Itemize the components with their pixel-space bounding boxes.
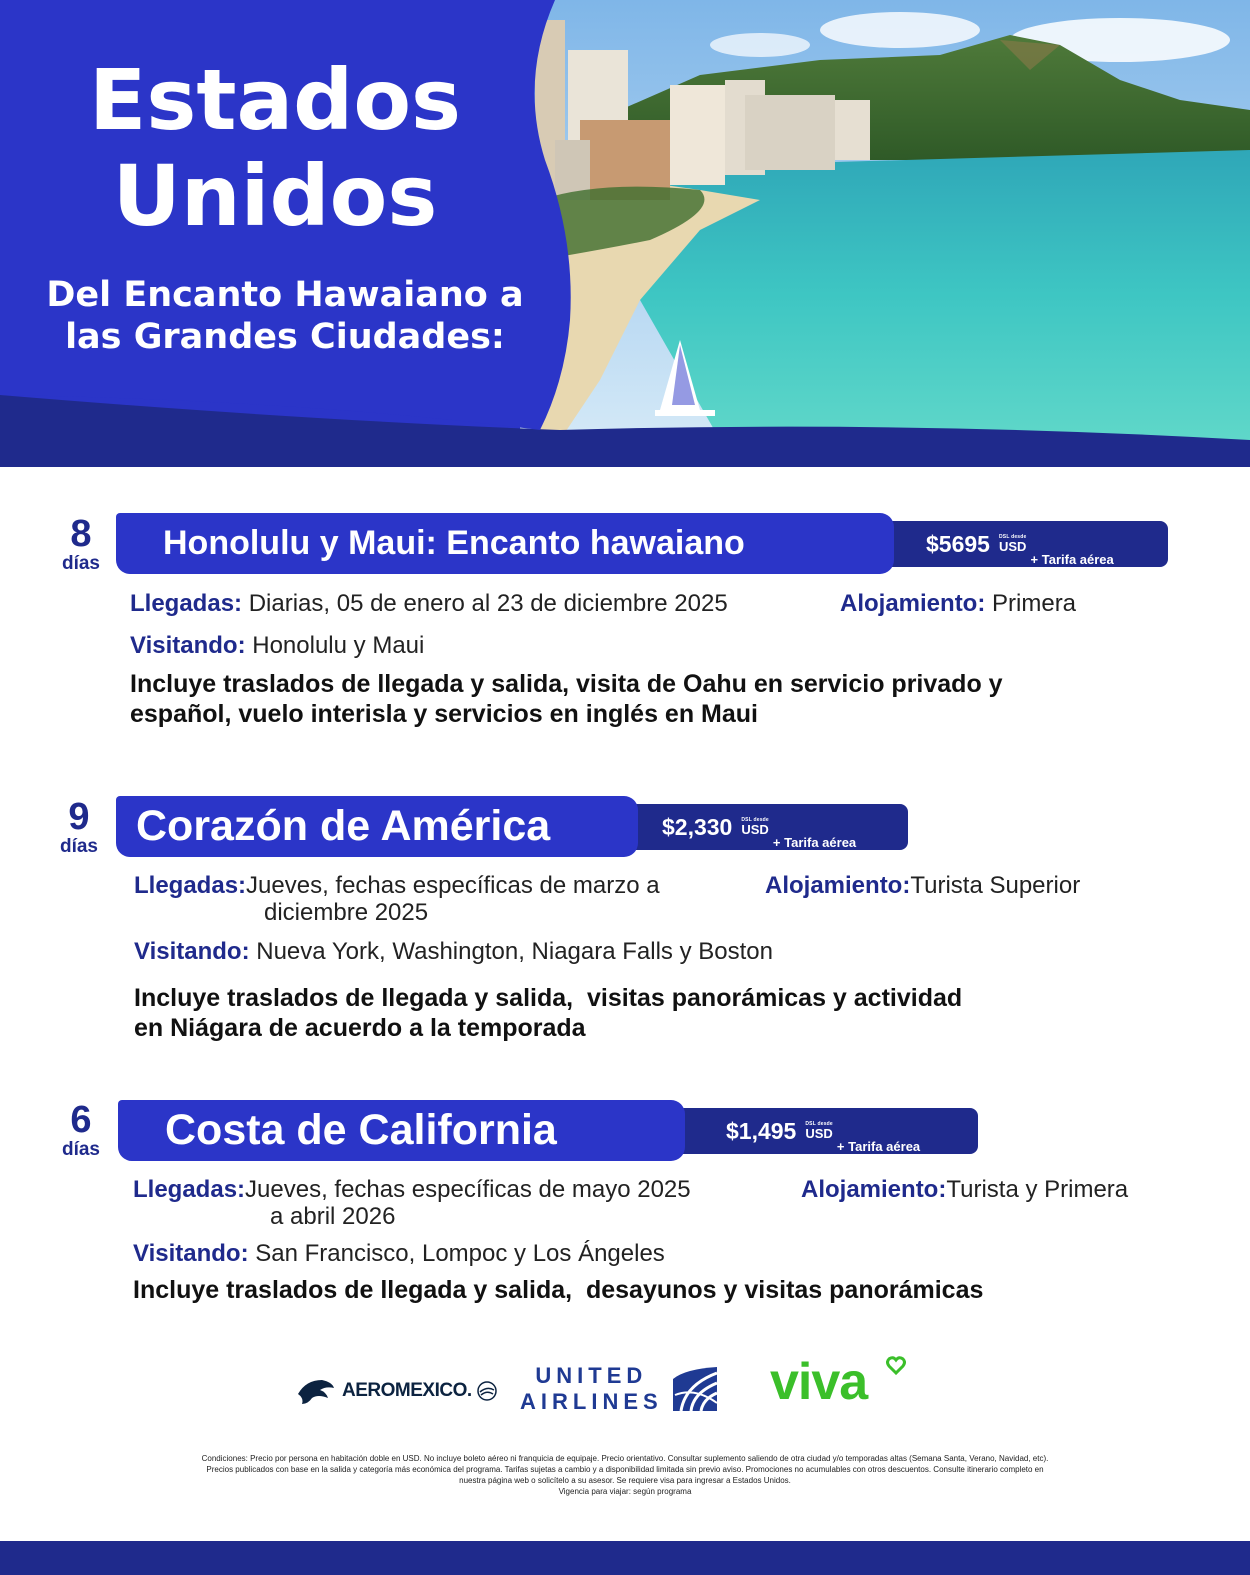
days-number: 6 [70, 1099, 92, 1141]
includes-line2: en Niágara de acuerdo a la temporada [134, 1014, 586, 1042]
price-dsl-note: DSL desde [998, 534, 1027, 540]
price-airfare-note: + Tarifa aérea [772, 835, 857, 850]
visitando-label: Visitando: [133, 1240, 249, 1267]
days-number: 8 [70, 513, 92, 555]
alojamiento-value: Turista y Primera [946, 1176, 1129, 1203]
visitando-row [130, 632, 1130, 659]
visitando-label: Visitando: [134, 938, 250, 965]
price-currency: USD [741, 822, 769, 837]
days-number: 9 [68, 796, 90, 838]
visitando-value: Nueva York, Washington, Niagara Falls y Boston [256, 938, 773, 965]
viva-logo [770, 1352, 910, 1416]
hero-title-line1: Estados [88, 51, 462, 149]
alojamiento-row [765, 872, 1185, 899]
llegadas-label: Llegadas: [133, 1176, 246, 1203]
llegadas-value: Jueves, fechas específicas de mayo 2025 [245, 1176, 691, 1203]
united-wordmark-line1: UNITED [535, 1363, 648, 1388]
conditions-line2: Precios publicados con base en la salida y categoría más económica del programa. Tarifas sujetas a cambio y a disponibilidad limitada sin previo aviso. Promociones no acumulables con otros descuentos. Consulte itinerario completo en [206, 1465, 1044, 1474]
includes-line2: español, vuelo interisla y servicios en inglés en Maui [130, 700, 759, 728]
alojamiento-label: Alojamiento: [840, 590, 986, 617]
price-amount: $1,495 [726, 1117, 797, 1144]
alojamiento-row [840, 590, 1140, 617]
alojamiento-value: Turista Superior [910, 872, 1081, 899]
price-amount: $5695 [926, 530, 990, 557]
package-title-text: Corazón de América [136, 802, 551, 850]
hero-banner [0, 0, 1250, 467]
price-airfare-note: + Tarifa aérea [836, 1139, 921, 1154]
days-label: días [61, 553, 101, 574]
skyteam-icon [476, 1380, 498, 1402]
llegadas-row [133, 1176, 783, 1230]
price-tag [624, 804, 908, 850]
hero-subtitle [20, 274, 550, 358]
viva-wordmark: viva [770, 1353, 868, 1411]
price-dsl-note: DSL desde [805, 1121, 833, 1127]
includes-line1: Incluye traslados de llegada y salida, desayunos y visitas panorámicas [133, 1276, 984, 1304]
visitando-row [134, 938, 1134, 965]
alojamiento-row [801, 1176, 1221, 1203]
includes-text [134, 983, 1184, 1043]
hero-subtitle-line2: las Grandes Ciudades: [65, 317, 505, 357]
price-amount: $2,330 [662, 813, 733, 840]
price-dsl-note: DSL desde [741, 817, 769, 823]
hero-subtitle-line1: Del Encanto Hawaiano a [46, 275, 524, 315]
days-label: días [61, 1139, 101, 1160]
package-duration [52, 1101, 110, 1161]
hero-title [40, 52, 510, 244]
alojamiento-label: Alojamiento: [801, 1176, 947, 1203]
llegadas-value-line2: diciembre 2025 [264, 899, 429, 926]
llegadas-row [130, 590, 830, 617]
united-globe-icon [671, 1365, 719, 1413]
aeromexico-eagle-icon [296, 1376, 336, 1406]
llegadas-label: Llegadas: [134, 872, 247, 899]
footer-bar [0, 1541, 1250, 1575]
package-title [118, 1100, 685, 1161]
package-title-text: Costa de California [165, 1106, 557, 1154]
llegadas-value-line2: a abril 2026 [270, 1203, 396, 1230]
price-tag [880, 521, 1168, 567]
llegadas-value: Diarias, 05 de enero al 23 de diciembre 2025 [248, 590, 728, 617]
visitando-value: Honolulu y Maui [252, 632, 425, 659]
united-airlines-logo [520, 1363, 719, 1415]
includes-line1: Incluye traslados de llegada y salida, visitas panorámicas y actividad [134, 984, 963, 1012]
conditions-line1: Condiciones: Precio por persona en habitación doble en USD. No incluye boleto aéreo ni franquicia de equipaje. Precio orientativo. Consultar suplemento saliendo de otra ciudad y/o temporadas altas (Semana Santa, Verano, Navidad, etc). [201, 1454, 1049, 1463]
conditions-line3: nuestra página web o solicítelo a su asesor. Se requiere visa para ingresar a Estados Unidos. [459, 1476, 791, 1485]
includes-text [133, 1275, 1183, 1305]
aeromexico-logo [296, 1376, 498, 1406]
price-tag [672, 1108, 978, 1154]
visitando-label: Visitando: [130, 632, 246, 659]
llegadas-label: Llegadas: [130, 590, 243, 617]
package-duration [50, 515, 112, 575]
package-title-text: Honolulu y Maui: Encanto hawaiano [163, 524, 745, 562]
package-title [116, 513, 894, 574]
visitando-value: San Francisco, Lompoc y Los Ángeles [255, 1240, 665, 1267]
package-title [116, 796, 638, 857]
llegadas-value: Jueves, fechas específicas de marzo a [246, 872, 660, 899]
price-currency: USD [998, 539, 1027, 554]
package-duration [50, 798, 108, 858]
alojamiento-label: Alojamiento: [765, 872, 911, 899]
price-airfare-note: + Tarifa aérea [1030, 552, 1114, 567]
aeromexico-wordmark: AEROMEXICO. [342, 1380, 472, 1401]
viva-heart-icon [886, 1356, 906, 1376]
alojamiento-value: Primera [992, 590, 1077, 617]
hero-title-line2: Unidos [112, 147, 438, 245]
llegadas-row [134, 872, 754, 926]
visitando-row [133, 1240, 1133, 1267]
days-label: días [59, 836, 99, 857]
includes-line1: Incluye traslados de llegada y salida, visita de Oahu en servicio privado y [130, 670, 1003, 698]
includes-text [130, 669, 1180, 729]
conditions-line4: Vigencia para viajar: según programa [558, 1487, 692, 1496]
united-wordmark-line2: AIRLINES [520, 1389, 663, 1414]
price-currency: USD [805, 1126, 833, 1141]
terms-and-conditions [70, 1453, 1180, 1497]
